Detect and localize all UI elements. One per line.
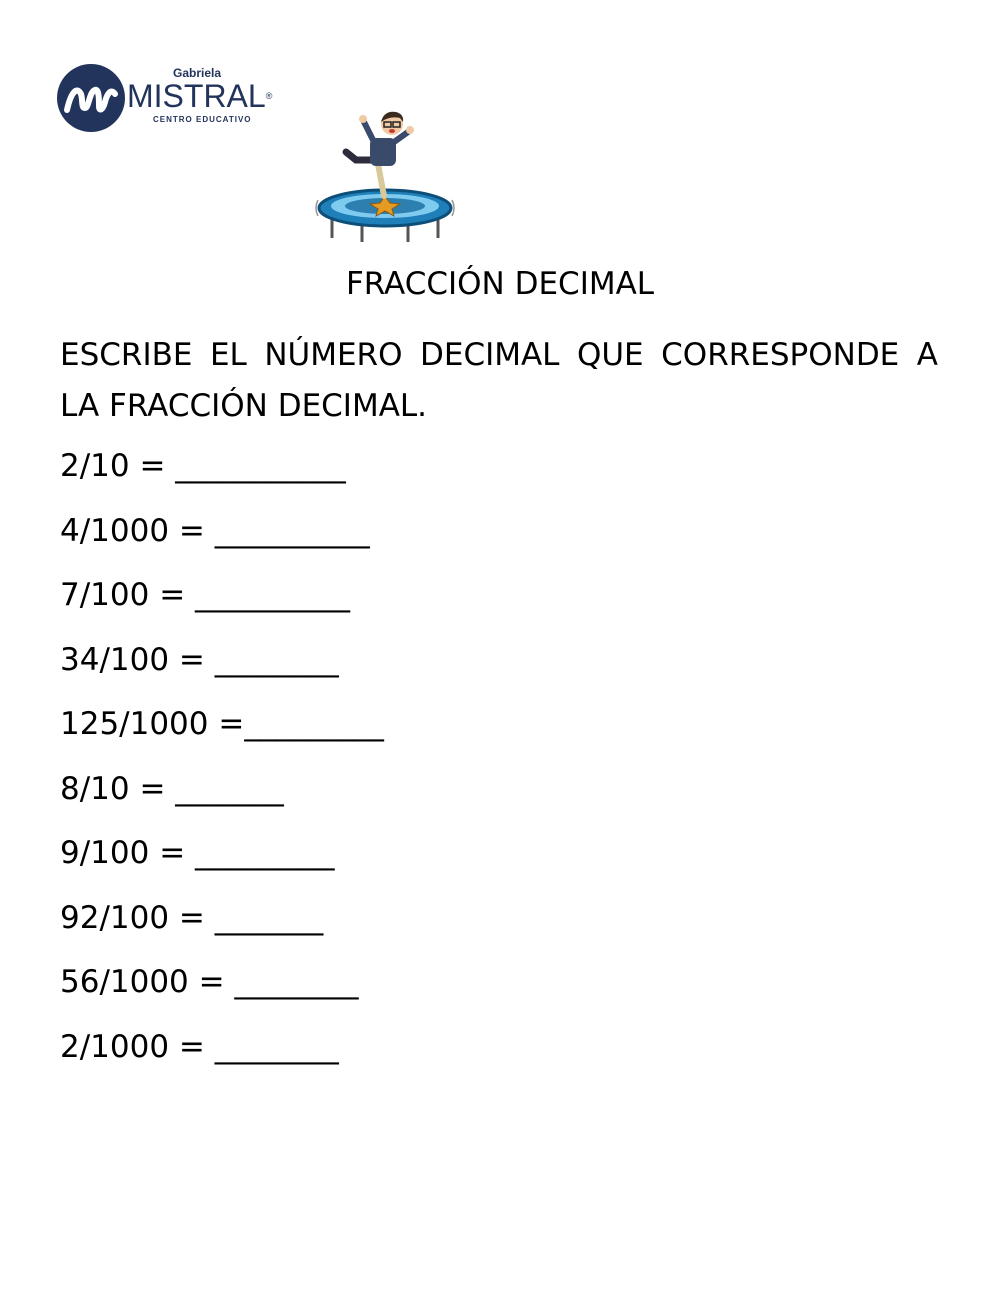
- exercise-list: [60, 446, 384, 1091]
- registered-mark: ®: [265, 91, 273, 101]
- worksheet-title: FRACCIÓN DECIMAL: [345, 266, 655, 302]
- logo-main-text: MISTRAL®: [127, 78, 273, 114]
- exercise-item: 8/10 = _______: [60, 770, 284, 807]
- exercise-item: 9/100 = _________: [60, 835, 335, 871]
- exercise-item: 92/100 = _______: [60, 899, 324, 936]
- school-logo: [55, 62, 295, 137]
- logo-top-text: Gabriela: [173, 66, 222, 80]
- exercise-item: 7/100 = __________: [60, 577, 351, 613]
- trampoline-jumper-icon: [312, 108, 458, 244]
- logo-emblem-icon: [55, 62, 127, 134]
- exercise-item: 125/1000 =_________: [60, 706, 384, 742]
- logo-sub-text: CENTRO EDUCATIVO: [153, 115, 252, 124]
- exercise-item: 34/100 = ________: [60, 641, 339, 678]
- exercise-item: 2/1000 = ________: [60, 1028, 339, 1065]
- exercise-item: 56/1000 = ________: [60, 964, 359, 1000]
- exercise-item: 4/1000 = __________: [60, 512, 370, 549]
- exercise-item: 2/10 = ___________: [60, 448, 346, 484]
- instructions-text: ESCRIBE EL NÚMERO DECIMAL QUE CORRESPONDE A LA FRACCIÓN DECIMAL.: [60, 337, 938, 424]
